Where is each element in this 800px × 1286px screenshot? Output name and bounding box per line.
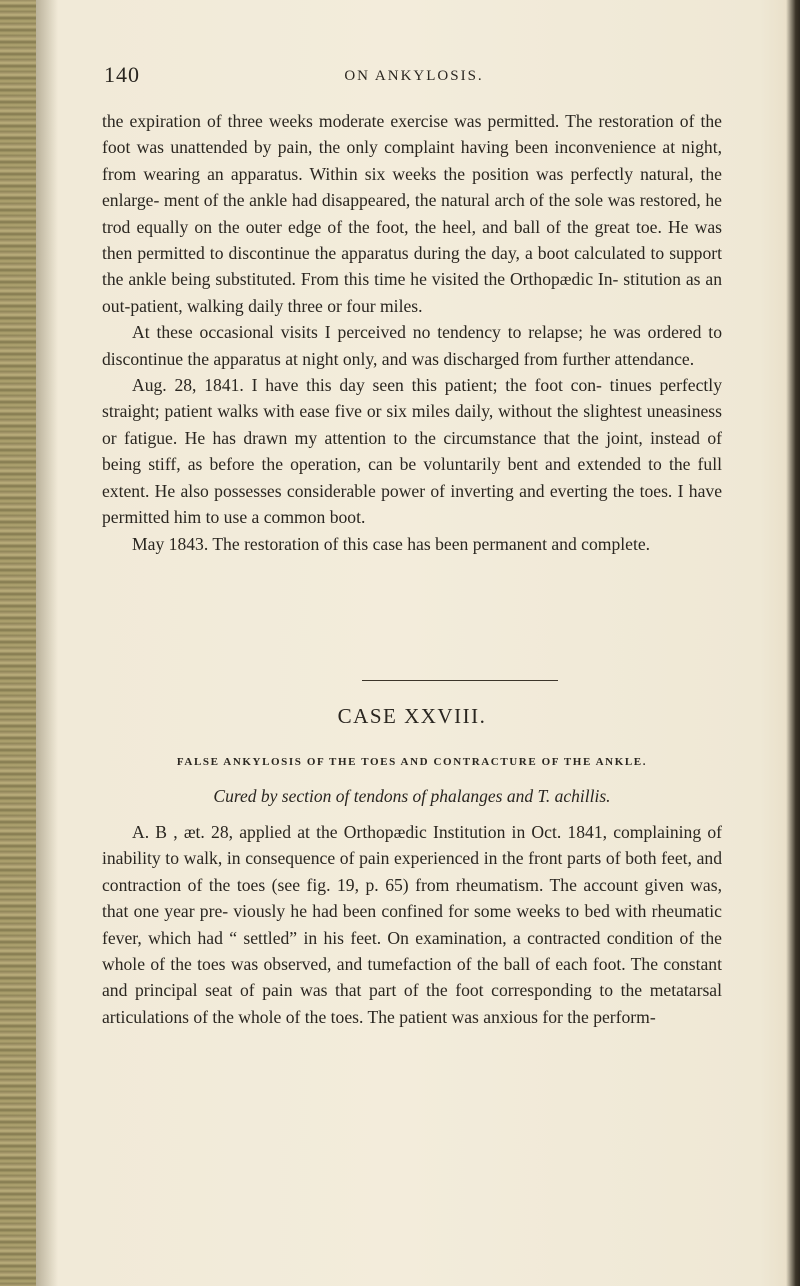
page-edge-shadow	[786, 0, 800, 1286]
paragraph: the expiration of three weeks moderate exercise was permitted. The restoration of the foot was unattended by pain, the only complaint having been inconvenience at night, from wearing an apparatus. Within six weeks the position was perfectly natural, the enlarge- ment of the ankle had disappeared, the natural arch of the sole was restored, he trod equally on the outer edge of the foot, the heel, and ball of the great toe. He was then permitted to discontinue the apparatus during the day, a boot calculated to support the ankle being substituted. From this time he visited the Orthopædic In- stitution as an out-patient, walking daily three or four miles.	[102, 111, 722, 316]
gutter-shadow	[36, 0, 58, 1286]
paragraph: Aug. 28, 1841. I have this day seen this patient; the foot con- tinues perfectly straight; patient walks with ease five or six miles daily, without the slightest uneasiness or fatigue. He has drawn my attention to the circumstance that the joint, instead of being stiff, as before the operation, can be voluntarily bent and extended to the full extent. He also possesses considerable power of inverting and everting the toes. I have permitted him to use a common boot.	[102, 375, 722, 528]
case-cure-line: Cured by section of tendons of phalanges and T. achillis.	[213, 786, 611, 806]
book-binding-edge	[0, 0, 36, 1286]
page-number: 140	[104, 62, 140, 87]
case-body-text	[102, 819, 722, 1030]
paragraph: At these occasional visits I perceived no tendency to relapse; he was ordered to discontinue the apparatus at night only, and was discharged from further attendance.	[102, 322, 722, 369]
paragraph: A. B , æt. 28, applied at the Orthopædic Institution in Oct. 1841, complaining of inability to walk, in consequence of pain experienced in the front parts of both feet, and contraction of the toes (see fig. 19, p. 65) from rheumatism. The account given was, that one year pre- viously he had been confined for some weeks to bed with rheumatic fever, which had “ settled” in his feet. On examination, a contracted condition of the whole of the toes was observed, and tumefaction of the ball of each foot. The constant and principal seat of pain was that part of the foot corresponding to the metatarsal articulations of the whole of the toes. The patient was anxious for the perform-	[102, 822, 722, 1027]
section-divider	[362, 680, 558, 681]
body-text	[102, 108, 722, 557]
running-head: ON ANKYLOSIS.	[344, 68, 484, 84]
case-title: CASE XXVIII.	[337, 704, 487, 728]
case-subtitle: FALSE ANKYLOSIS OF THE TOES AND CONTRACTURE OF THE ANKLE.	[176, 756, 648, 768]
page-header	[104, 62, 724, 92]
paragraph: May 1843. The restoration of this case has been permanent and complete.	[132, 533, 651, 554]
